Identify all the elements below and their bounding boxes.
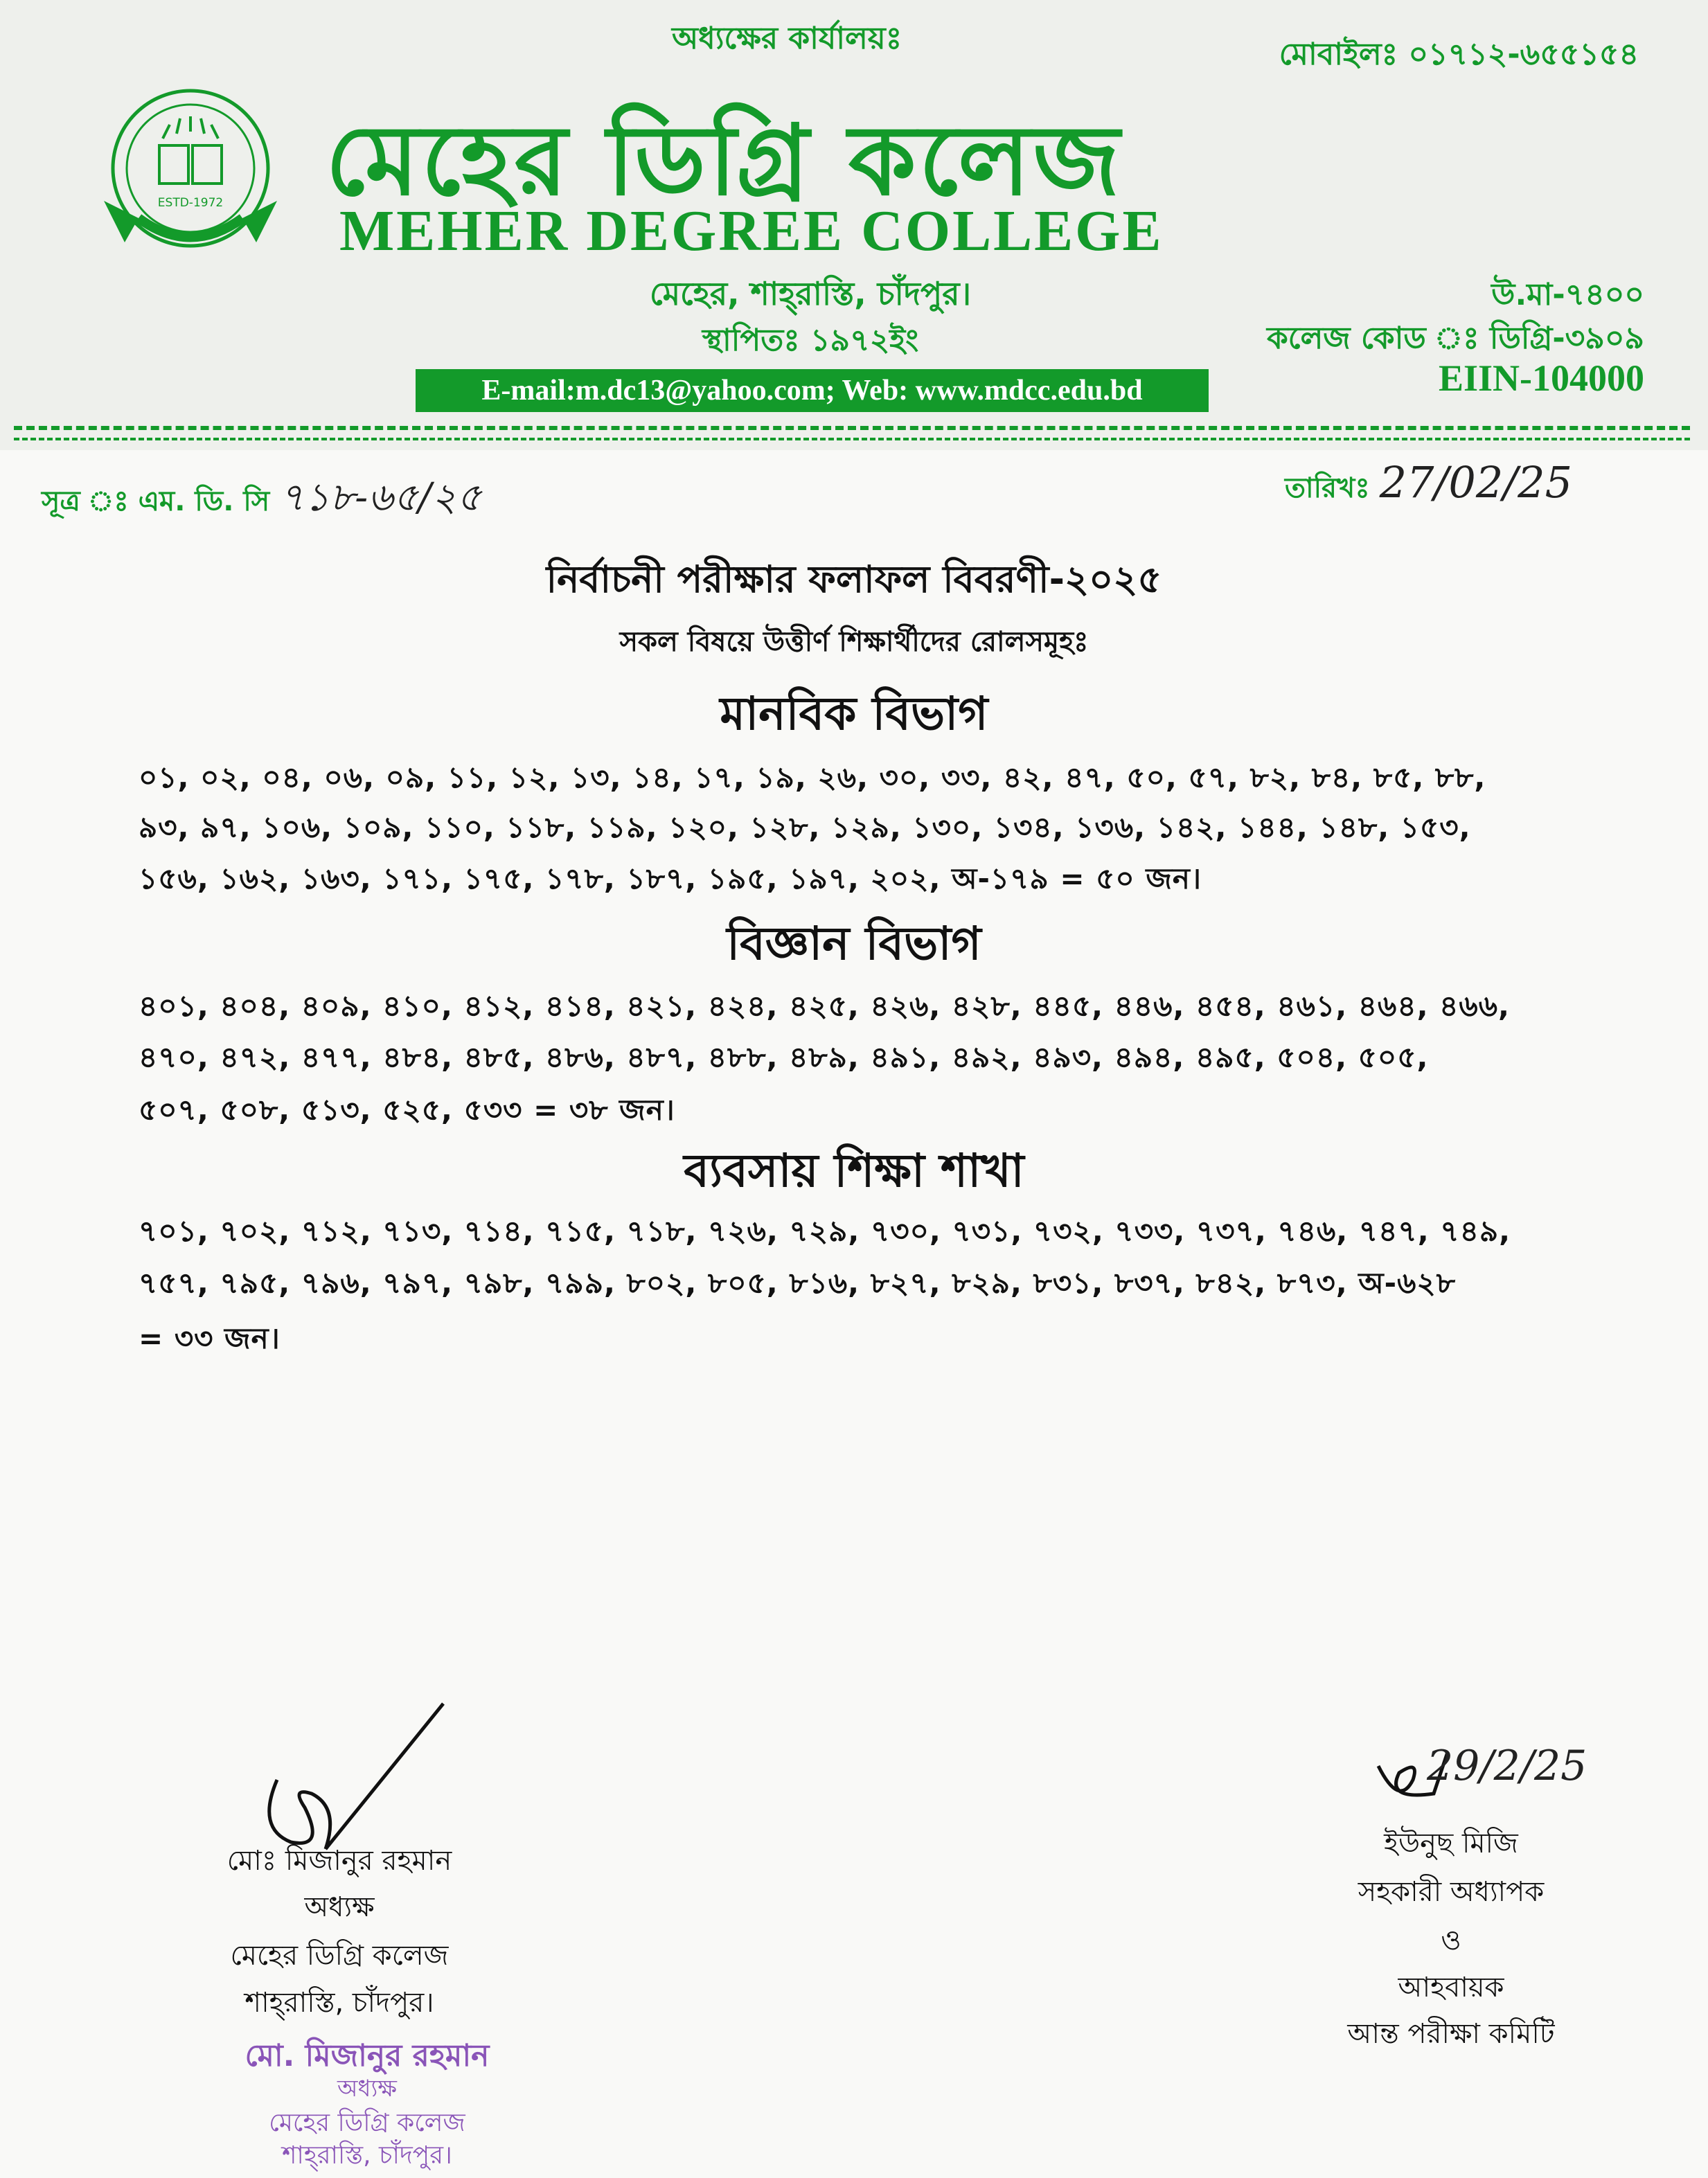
section-heading-business: ব্যবসায় শিক্ষা শাখা bbox=[684, 1144, 1024, 1197]
principal-org: মেহের ডিগ্রি কলেজ bbox=[230, 1940, 449, 1972]
postcode: উ.মা-৭৪০০ bbox=[1491, 277, 1644, 312]
convener-title: সহকারী অধ্যাপক bbox=[1358, 1876, 1545, 1908]
roll-line: ৭০১, ৭০২, ৭১২, ৭১৩, ৭১৪, ৭১৫, ৭১৮, ৭২৬, ৭২৯, ৭৩০, ৭৩১, ৭৩২, ৭৩৩, ৭৩৭, ৭৪৬, ৭৪৭, ৭৪৯, bbox=[139, 1214, 1511, 1248]
divider-line bbox=[14, 426, 1690, 430]
roll-line: ০১, ০২, ০৪, ০৬, ০৯, ১১, ১২, ১৩, ১৪, ১৭, ১৯, ২৬, ৩০, ৩৩, ৪২, ৪৭, ৫০, ৫৭, ৮২, ৮৪, ৮৫, ৮৮, bbox=[139, 760, 1486, 794]
ref-number: ৭১৮-৬৫/২৫ bbox=[279, 475, 482, 520]
ref-label: সূত্র ঃ এম. ডি. সি bbox=[42, 485, 270, 517]
roll-line: ১৫৬, ১৬২, ১৬৩, ১৭১, ১৭৫, ১৭৮, ১৮৭, ১৯৫, ১৯৭, ২০২, অ-১৭৯ = ৫০ জন। bbox=[139, 862, 1202, 895]
convener-conjunction: ও bbox=[1441, 1925, 1461, 1956]
section-heading-humanities: মানবিক বিভাগ bbox=[720, 687, 988, 740]
roll-line: = ৩৩ জন। bbox=[139, 1321, 281, 1355]
section-heading-science: বিজ্ঞান বিভাগ bbox=[727, 917, 981, 970]
roll-line: ৫০৭, ৫০৮, ৫১৩, ৫২৫, ৫৩৩ = ৩৮ জন। bbox=[139, 1093, 675, 1127]
principal-place: শাহ্‌রাস্তি, চাঁদপুর। bbox=[244, 1987, 434, 2019]
roll-line: ৪৭০, ৪৭২, ৪৭৭, ৪৮৪, ৪৮৫, ৪৮৬, ৪৮৭, ৪৮৮, ৪৮৯, ৪৯১, ৪৯২, ৪৯৩, ৪৯৪, ৪৯৫, ৫০৪, ৫০৫, bbox=[139, 1040, 1429, 1074]
college-name-english: MEHER DEGREE COLLEGE bbox=[339, 199, 1164, 263]
convener-committee: আন্ত পরীক্ষা কমিটি bbox=[1347, 2018, 1555, 2050]
college-name-bengali: মেহের ডিগ্রি কলেজ bbox=[326, 105, 1123, 217]
convener-name: ইউনুছ মিজি bbox=[1384, 1828, 1518, 1859]
principal-title: অধ্যক্ষ bbox=[304, 1891, 375, 1923]
contact-banner: E-mail:m.dc13@yahoo.com; Web: www.mdcc.edu.bd bbox=[416, 369, 1209, 412]
roll-line: ৭৫৭, ৭৯৫, ৭৯৬, ৭৯৭, ৭৯৮, ৭৯৯, ৮০২, ৮০৫, ৮১৬, ৮২৭, ৮২৯, ৮৩১, ৮৩৭, ৮৪২, ৮৭৩, অ-৬২৮ bbox=[139, 1266, 1456, 1300]
roll-line: ৪০১, ৪০৪, ৪০৯, ৪১০, ৪১২, ৪১৪, ৪২১, ৪২৪, ৪২৫, ৪২৬, ৪২৮, ৪৪৫, ৪৪৬, ৪৫৪, ৪৬১, ৪৬৪, ৪৬৬, bbox=[139, 989, 1510, 1023]
date-value: 27/02/25 bbox=[1379, 457, 1573, 508]
college-logo-icon bbox=[97, 80, 284, 267]
stamp-place: শাহ্‌রাস্তি, চাঁদপুর। bbox=[282, 2141, 452, 2170]
office-label: অধ্যক্ষের কার্যালয়ঃ bbox=[672, 21, 902, 56]
principal-name: মোঃ মিজানুর রহমান bbox=[226, 1845, 452, 1877]
date-label: তারিখঃ bbox=[1285, 472, 1370, 504]
document-title: নির্বাচনী পরীক্ষার ফলাফল বিবরণী-২০২৫ bbox=[546, 557, 1162, 601]
stamp-name: মো. মিজানুর রহমান bbox=[244, 2038, 490, 2073]
convener-handwritten-date: 29/2/25 bbox=[1427, 1742, 1587, 1790]
stamp-org: মেহের ডিগ্রি কলেজ bbox=[269, 2109, 465, 2137]
established-year: স্থাপিতঃ ১৯৭২ইং bbox=[702, 323, 919, 358]
convener-role: আহবায়ক bbox=[1398, 1972, 1504, 2003]
college-code: কলেজ কোড ঃ ডিগ্রি-৩৯০৯ bbox=[1267, 321, 1644, 356]
roll-line: ৯৩, ৯৭, ১০৬, ১০৯, ১১০, ১১৮, ১১৯, ১২০, ১২৮, ১২৯, ১৩০, ১৩৪, ১৩৬, ১৪২, ১৪৪, ১৪৮, ১৫৩, bbox=[139, 810, 1471, 844]
logo-estd: ESTD-1972 bbox=[157, 196, 224, 210]
document-subtitle: সকল বিষয়ে উত্তীর্ণ শিক্ষার্থীদের রোলসমূহঃ bbox=[619, 626, 1089, 658]
memo-reference bbox=[42, 467, 482, 533]
memo-date bbox=[1285, 457, 1572, 512]
divider-line bbox=[14, 438, 1690, 440]
stamp-title: অধ্যক্ষ bbox=[337, 2075, 397, 2103]
mobile-number: মোবাইলঃ ০১৭১২-৬৫৫১৫৪ bbox=[1279, 37, 1639, 72]
eiin-number: EIIN-104000 bbox=[1438, 357, 1644, 399]
college-address: মেহের, শাহ্‌রাস্তি, চাঁদপুর। bbox=[649, 275, 972, 312]
